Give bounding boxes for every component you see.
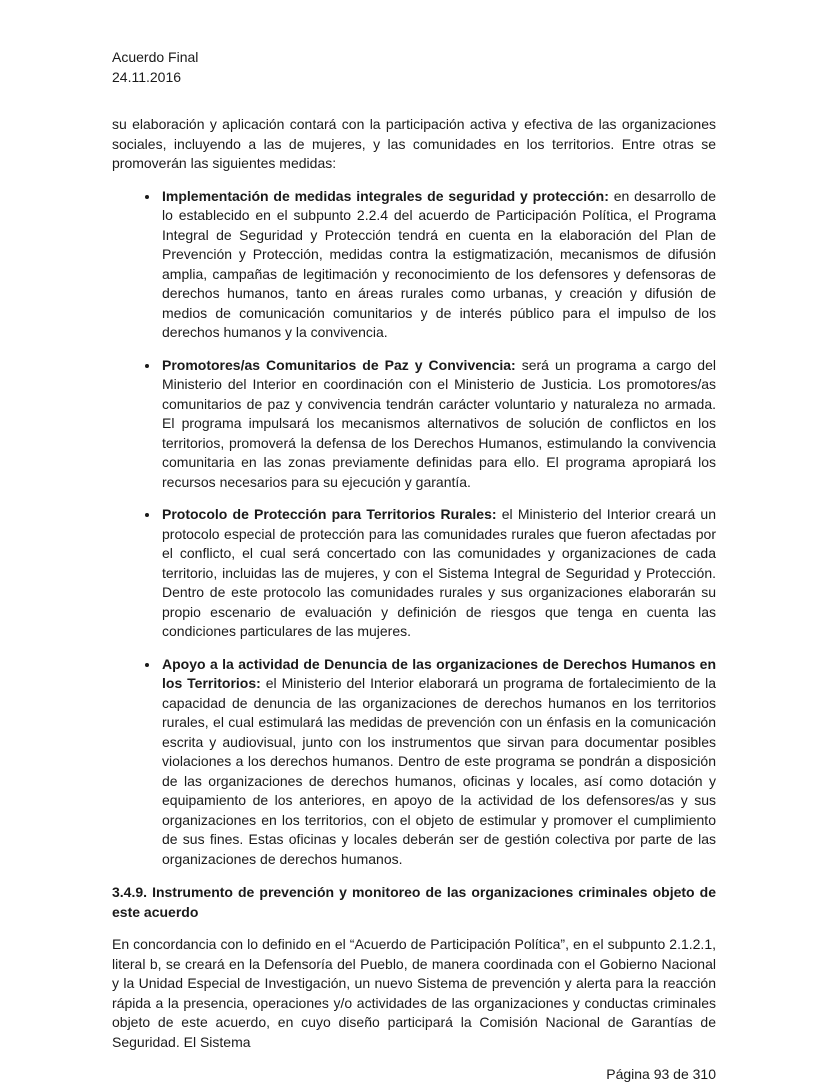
- bullet-text: el Ministerio del Interior elaborará un programa de fortalecimiento de la capacidad de denuncia de las organizaciones de derechos humanos en los territorios rurales, el cual estimulará las medidas de prevención con un énfasis en la comunicación escrita y audiovisual, junto con los instrumentos que sirvan para documentar posibles violaciones a los derechos humanos. Dentro de este programa se pondrán a disposición de las organizaciones de derechos humanos, oficinas y locales, así como dotación y equipamiento de los anteriores, en apoyo de la actividad de los defensores/as y sus organizaciones en los territorios, con el objeto de estimular y promover el cumplimiento de sus fines. Estas oficinas y locales deberán ser de gestión colectiva por parte de las organizaciones de derechos humanos.: [162, 675, 716, 867]
- list-item: [160, 356, 716, 493]
- bullet-text: será un programa a cargo del Ministerio del Interior en coordinación con el Ministerio de Justicia. Los promotores/as comunitarios de paz y convivencia tendrán carácter voluntario y naturaleza no armada. El programa impulsará los mecanismos alternativos de solución de conflictos en los territorios, promoverá la defensa de los Derechos Humanos, estimulando la convivencia comunitaria en las zonas previamente definidas para ello. El programa apropiará los recursos necesarios para su ejecución y garantía.: [162, 356, 716, 490]
- bullet-text: en desarrollo de lo establecido en el subpunto 2.2.4 del acuerdo de Participación Política, el Programa Integral de Seguridad y Protección tendrá en cuenta en la elaboración del Plan de Prevención y Protección, medidas contra la estigmatización, mecanismos de difusión amplia, campañas de legitimación y reconocimiento de los defensores y defensoras de derechos humanos, tanto en áreas rurales como urbanas, y creación y difusión de medios de comunicación comunitarios y de interés público para el impulso de los derechos humanos y la convivencia.: [162, 187, 716, 340]
- bullet-bold-label: Promotores/as Comunitarios de Paz y Convivencia:: [162, 356, 516, 373]
- section-body-paragraph: En concordancia con lo definido en el “Acuerdo de Participación Política”, en el subpunto 2.1.2.1, literal b, se creará en la Defensoría del Pueblo, de manera coordinada con el Gobierno Nacional y la Unidad Especial de Investigación, un nuevo Sistema de prevención y alerta para la reacción rápida a la presencia, operaciones y/o actividades de las organizaciones y conductas criminales objeto de este acuerdo, en cuyo diseño participará la Comisión Nacional de Garantías de Seguridad. El Sistema: [112, 936, 716, 1050]
- bullet-bold-label: Apoyo a la actividad de Denuncia de las organizaciones de Derechos Humanos en los Territorios:: [162, 655, 716, 691]
- intro-paragraph: su elaboración y aplicación contará con la participación activa y efectiva de las organizaciones sociales, incluyendo a las de mujeres, y las comunidades en los territorios. Entre otras se promoverán las siguientes medidas:: [112, 116, 716, 171]
- list-item: [160, 655, 716, 870]
- list-item: [160, 505, 716, 642]
- measures-bullet-list: [112, 187, 716, 870]
- document-title: Acuerdo Final: [112, 49, 199, 65]
- document-date: 24.11.2016: [112, 68, 182, 85]
- bullet-bold-label: Protocolo de Protección para Territorios Rurales:: [162, 506, 497, 522]
- section-heading: 3.4.9. Instrumento de prevención y monitoreo de las organizaciones criminales objeto de este acuerdo: [112, 884, 716, 920]
- bullet-bold-label: Implementación de medidas integrales de seguridad y protección:: [162, 187, 609, 204]
- document-header: [112, 48, 716, 87]
- list-item: [160, 187, 716, 343]
- bullet-text: el Ministerio del Interior creará un protocolo especial de protección para las comunidades rurales que fueron afectadas por el conflicto, el cual será concertado con las comunidades y organizaciones de cada territorio, incluidas las de mujeres, y con el Sistema Integral de Seguridad y Protección. Dentro de este protocolo las comunidades rurales y sus organizaciones elaborarán su propio escenario de evaluación y definición de riesgos que tenga en cuenta las condiciones particulares de las mujeres.: [162, 506, 717, 639]
- page-number: Página 93 de 310: [606, 1066, 716, 1082]
